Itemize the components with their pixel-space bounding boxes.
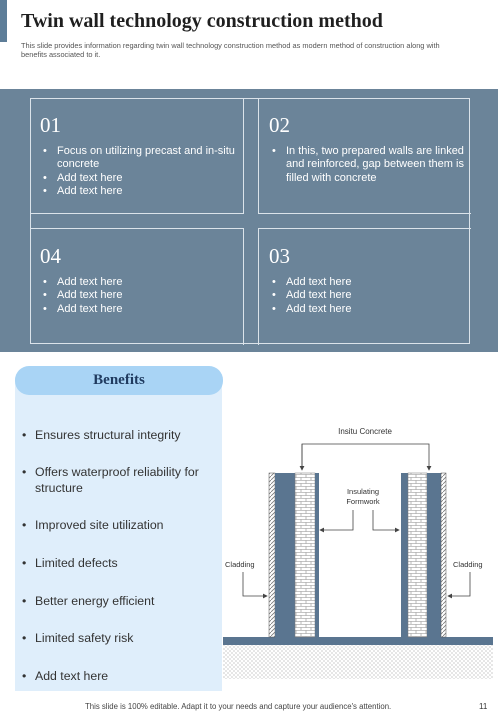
card-list xyxy=(40,276,122,316)
card-item: • Add text here xyxy=(40,276,122,289)
title-accent-bar xyxy=(0,0,7,42)
card-item: • Add text here xyxy=(269,303,351,316)
bullet: • xyxy=(22,669,27,683)
benefit-text: Ensures structural integrity xyxy=(35,428,181,442)
bullet: • xyxy=(22,518,27,532)
benefits-title: Benefits xyxy=(15,366,223,395)
benefit-text: Offers waterproof reliability for structure xyxy=(35,465,199,495)
benefit-text: Better energy efficient xyxy=(35,594,155,608)
benefit-item xyxy=(22,593,217,609)
benefit-item xyxy=(22,668,217,684)
card-04 xyxy=(30,228,244,345)
card-number: 03 xyxy=(269,244,290,268)
formwork-arrow-left xyxy=(320,510,353,530)
cladding-right-label: Cladding xyxy=(453,560,483,569)
card-01 xyxy=(30,98,244,214)
left-wall xyxy=(275,473,295,637)
insitu-bracket xyxy=(302,444,429,470)
benefit-item xyxy=(22,555,217,571)
twin-wall-diagram xyxy=(223,420,493,680)
benefit-item xyxy=(22,427,217,443)
card-item: • Focus on utilizing precast and in-situ concrete xyxy=(40,145,243,172)
right-hatch xyxy=(441,473,446,637)
left-hatch xyxy=(269,473,275,637)
card-02 xyxy=(258,98,471,214)
bullet: • xyxy=(22,631,27,645)
formwork-label: Formwork xyxy=(346,497,380,506)
right-wall xyxy=(427,473,441,637)
card-item: • Add text here xyxy=(269,289,351,302)
card-item: • Add text here xyxy=(40,185,243,198)
left-brick xyxy=(295,473,315,637)
card-number: 02 xyxy=(269,113,290,137)
bullet: • xyxy=(22,465,27,479)
card-number: 04 xyxy=(40,244,61,268)
card-item: • Add text here xyxy=(269,276,351,289)
card-item: • Add text here xyxy=(40,289,122,302)
card-item: • Add text here xyxy=(40,172,243,185)
footer-note: This slide is 100% editable. Adapt it to your needs and capture your audience's attention. xyxy=(85,702,392,711)
foundation-slab xyxy=(223,637,493,645)
card-03 xyxy=(258,228,471,345)
bullet: • xyxy=(22,556,27,570)
page-title: Twin wall technology construction method xyxy=(21,10,383,32)
page-number: 11 xyxy=(479,702,488,711)
bullet: • xyxy=(22,594,27,608)
card-list xyxy=(269,276,351,316)
right-brick xyxy=(408,473,427,637)
cladding-left-label: Cladding xyxy=(225,560,255,569)
benefit-item xyxy=(22,630,217,646)
benefit-text: Limited safety risk xyxy=(35,631,134,645)
cladding-left-arrow xyxy=(243,572,267,596)
benefit-text: Improved site utilization xyxy=(35,518,164,532)
benefit-item xyxy=(22,464,217,496)
page-subtitle: This slide provides information regarding twin wall technology construction method as modern method of construction along with benefits associated to it. xyxy=(21,41,440,59)
ground xyxy=(223,645,493,679)
card-list xyxy=(269,145,471,185)
cladding-right-arrow xyxy=(448,572,470,596)
card-item: • In this, two prepared walls are linked and reinforced, gap between them is filled with concrete xyxy=(269,145,471,185)
benefit-item xyxy=(22,517,217,533)
formwork-arrow-right xyxy=(373,510,399,530)
formwork-label: Insulating xyxy=(346,487,380,496)
benefit-text: Add text here xyxy=(35,669,109,683)
bullet: • xyxy=(22,428,27,442)
card-list xyxy=(40,145,243,198)
right-inner-wall xyxy=(401,473,408,637)
card-item: • Add text here xyxy=(40,303,122,316)
left-outer-wall xyxy=(315,473,319,637)
benefit-text: Limited defects xyxy=(35,556,118,570)
card-number: 01 xyxy=(40,113,61,137)
insitu-label: Insitu Concrete xyxy=(338,427,392,436)
